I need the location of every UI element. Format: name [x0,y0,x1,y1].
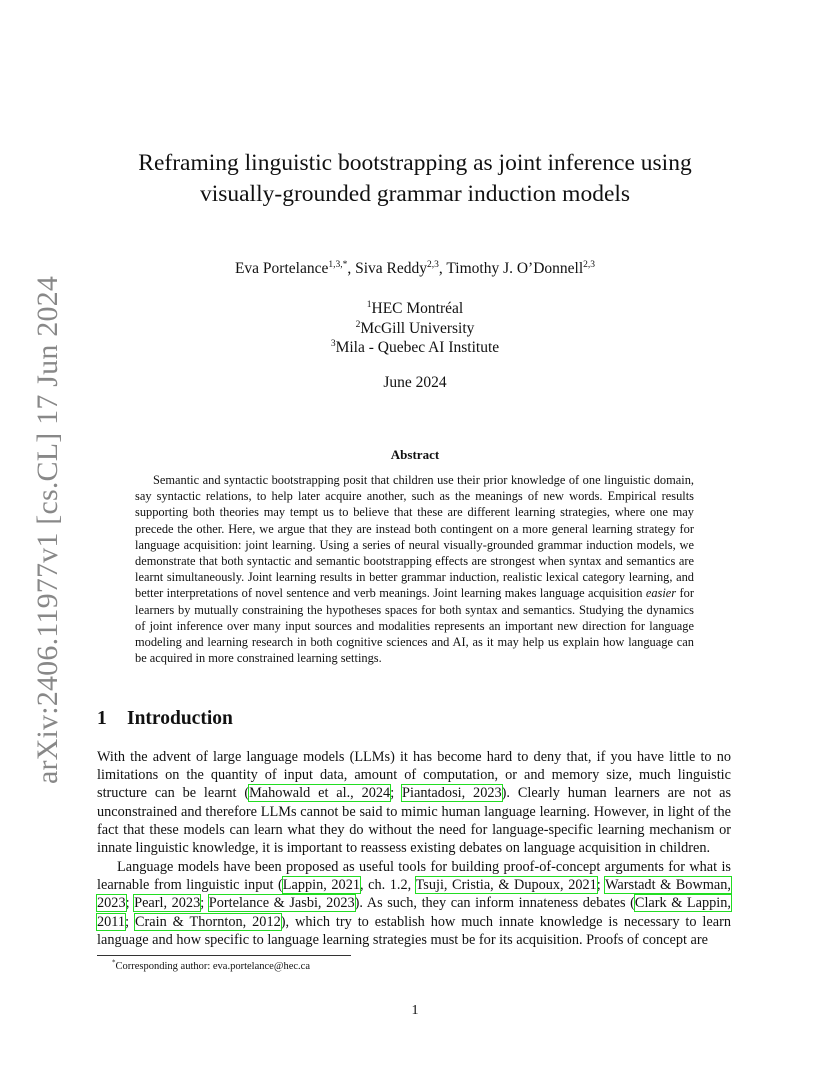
page-number: 1 [411,1003,419,1018]
publication-date: June 2024 [383,374,447,391]
citation-link[interactable]: Lappin, 2021 [282,877,361,894]
author: Eva Portelance$^{1,3,*}$ [234,259,348,277]
affiliation: $^3$Mila - Quebec AI Institute [330,338,500,356]
footnote: *Corresponding author: eva.portelance@hec.ca [112,958,311,972]
body-paragraph: With the advent of large language models (LLMs) it has become hard to deny that, if you have little to no limitations on the quantity of input data, amount of computation, or and memory size, much linguistic structure can be learnt (Mahowald et al., 2024; Piantadosi, 2023). Clearly human learners are not as unconstrained and therefore LLMs cannot be said to mimic human language learning. However, in light of the fact that these models can learn what they do without the need for language-specific learning mechanism or innate linguistic knowledge, it is important to reassess existing debates on language acquisition in children. [97,749,732,857]
section-heading: 1 Introduction [97,708,233,729]
abstract-heading: Abstract [390,447,440,462]
citation-link[interactable]: Clark & Lappin, 2011 [97,895,731,930]
body-paragraph: Language models have been proposed as useful tools for building proof-of-concept arguments for what is learnable from linguistic input (Lappin, 2021, ch. 1.2, Tsuji, Cristia, & Dupoux, 2021; Warstadt & Bowman, 2023; Pearl, 2023; Portelance & Jasbi, 2023). As such, they can inform innateness debates (Clark & Lappin, 2011; Crain & Thornton, 2012), which try to establish how much innate knowledge is necessary to learn language and how specific to language learning strategies must be for its acquisition. Proofs of concept are [97,859,732,948]
citation-link[interactable]: Pearl, 2023 [134,895,201,912]
paper-title: Reframing linguistic bootstrapping as joint inference using visually-grounded grammar induction models [138,150,692,207]
footnote-rule [97,955,351,956]
arxiv-identifier: arXiv:2406.11977v1 [cs.CL] 17 Jun 2024 [31,275,64,785]
author: Siva Reddy$^{2,3}$ [355,259,439,277]
author-list: Eva Portelance$^{1,3,*}$, Siva Reddy$^{2,3}$, Timothy J. O’Donnell$^{2,3}$ [234,259,596,277]
citation-link[interactable]: Crain & Thornton, 2012 [134,913,281,930]
author: Timothy J. O’Donnell$^{2,3}$ [446,259,596,277]
citation-link[interactable]: Warstadt & Bowman, 2023 [97,877,731,912]
citation-link[interactable]: Portelance & Jasbi, 2023 [208,895,355,912]
abstract-text: Semantic and syntactic bootstrapping posit that children use their prior knowledge of one linguistic domain, say syntactic relations, to help later acquire another, such as the meanings of new words. Empirical results supporting both theories may tempt us to believe that these are different learning strategies, where one may precede the other. Here, we argue that they are instead both contingent on a more general learning strategy for language acquisition: joint learning. Using a series of neural visually-grounded grammar induction models, we demonstrate that both syntactic and semantic bootstrapping effects are strongest when syntax and semantics are learnt simultaneously. Joint learning results in better grammar induction, realistic lexical category learning, and better interpretations of novel sentence and verb meanings. Joint learning makes language acquisition easier for learners by mutually constraining the hypotheses spaces for both syntax and semantics. Studying the dynamics of joint inference over many input sources and modalities represents an important new direction for language modeling and learning research in both cognitive sciences and AI, as it may help us explain how language can be acquired in more constrained learning settings. [135,473,695,666]
citation-link[interactable]: Piantadosi, 2023 [402,785,502,802]
affiliation: $^2$McGill University [355,319,475,337]
citation-link[interactable]: Tsuji, Cristia, & Dupoux, 2021 [415,877,597,894]
affiliation-list [100,299,730,358]
citation-link[interactable]: Mahowald et al., 2024 [249,785,391,802]
affiliation: $^1$HEC Montréal [366,299,464,317]
